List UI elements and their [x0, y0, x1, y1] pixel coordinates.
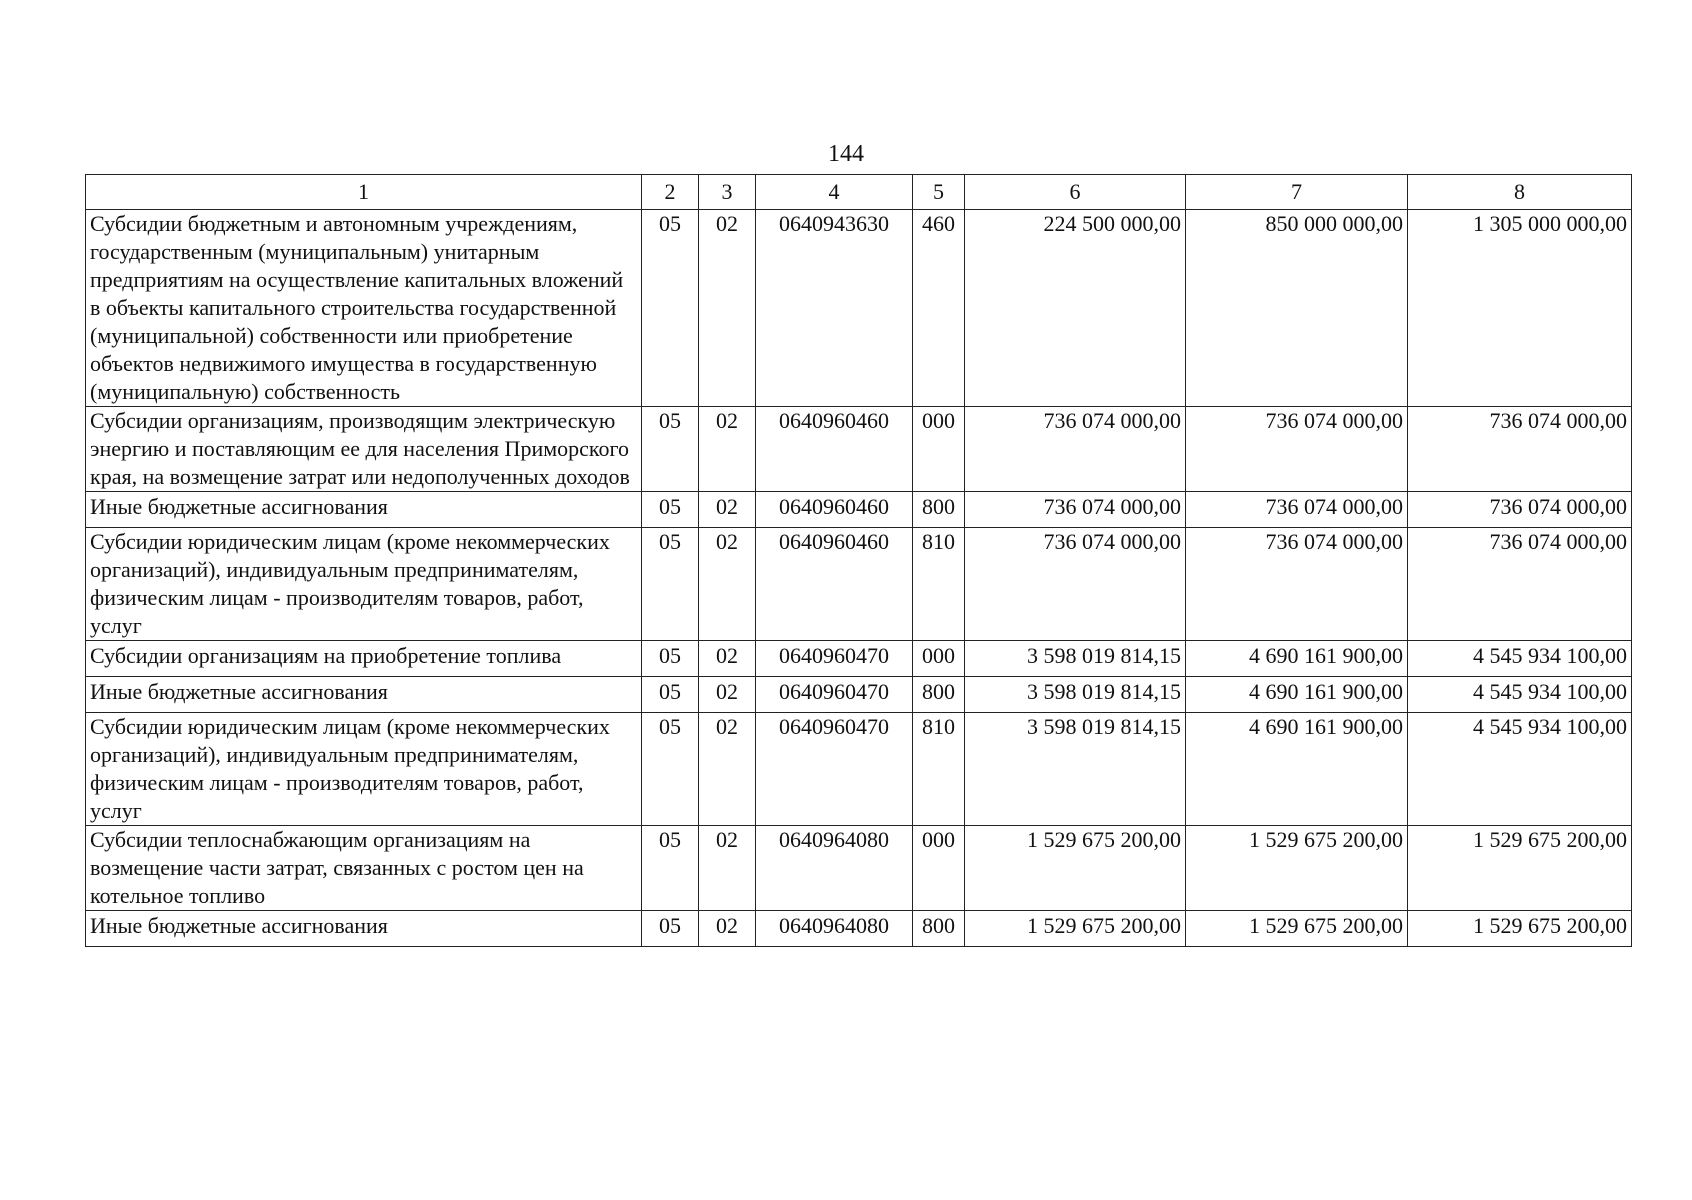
amount-col6: 736 074 000,00: [965, 407, 1186, 492]
amount-col6: 224 500 000,00: [965, 210, 1186, 407]
budget-table: [85, 174, 1632, 947]
amount-col7: 1 529 675 200,00: [1186, 826, 1408, 911]
subsection-code: 02: [699, 826, 756, 911]
header-row: [86, 175, 1632, 210]
table-row: [86, 911, 1632, 947]
target-article-code: 0640960470: [756, 713, 913, 826]
amount-col8: 4 545 934 100,00: [1408, 677, 1632, 713]
subsection-code: 02: [699, 528, 756, 641]
subsection-code: 02: [699, 407, 756, 492]
expense-type-code: 810: [913, 528, 965, 641]
target-article-code: 0640960460: [756, 528, 913, 641]
section-code: 05: [642, 911, 699, 947]
amount-col6: 1 529 675 200,00: [965, 911, 1186, 947]
table-row: [86, 210, 1632, 407]
expense-type-code: 800: [913, 911, 965, 947]
subsection-code: 02: [699, 641, 756, 677]
amount-col7: 736 074 000,00: [1186, 528, 1408, 641]
column-header-4: 4: [756, 175, 913, 210]
column-header-1: 1: [86, 175, 642, 210]
amount-col8: 736 074 000,00: [1408, 407, 1632, 492]
amount-col6: 736 074 000,00: [965, 528, 1186, 641]
expense-type-code: 810: [913, 713, 965, 826]
column-header-2: 2: [642, 175, 699, 210]
target-article-code: 0640964080: [756, 826, 913, 911]
table-row: [86, 826, 1632, 911]
column-header-3: 3: [699, 175, 756, 210]
section-code: 05: [642, 677, 699, 713]
amount-col6: 3 598 019 814,15: [965, 641, 1186, 677]
column-header-7: 7: [1186, 175, 1408, 210]
amount-col8: 1 529 675 200,00: [1408, 826, 1632, 911]
subsection-code: 02: [699, 210, 756, 407]
amount-col8: 736 074 000,00: [1408, 492, 1632, 528]
amount-col7: 1 529 675 200,00: [1186, 911, 1408, 947]
subsection-code: 02: [699, 713, 756, 826]
amount-col7: 736 074 000,00: [1186, 407, 1408, 492]
amount-col7: 736 074 000,00: [1186, 492, 1408, 528]
section-code: 05: [642, 713, 699, 826]
expense-type-code: 000: [913, 826, 965, 911]
expense-type-code: 000: [913, 407, 965, 492]
column-header-6: 6: [965, 175, 1186, 210]
section-code: 05: [642, 407, 699, 492]
amount-col6: 1 529 675 200,00: [965, 826, 1186, 911]
row-description: Субсидии юридическим лицам (кроме некоммерческих организаций), индивидуальным предпринимателям, физическим лицам - производителям товаров, работ, услуг: [86, 528, 642, 641]
amount-col8: 1 305 000 000,00: [1408, 210, 1632, 407]
expense-type-code: 800: [913, 677, 965, 713]
row-description: Субсидии организациям, производящим электрическую энергию и поставляющим ее для населения Приморского края, на возмещение затрат или недополученных доходов: [86, 407, 642, 492]
amount-col6: 736 074 000,00: [965, 492, 1186, 528]
amount-col7: 4 690 161 900,00: [1186, 677, 1408, 713]
amount-col7: 4 690 161 900,00: [1186, 713, 1408, 826]
page-number: 144: [828, 141, 864, 167]
target-article-code: 0640960470: [756, 641, 913, 677]
target-article-code: 0640960470: [756, 677, 913, 713]
subsection-code: 02: [699, 911, 756, 947]
section-code: 05: [642, 492, 699, 528]
subsection-code: 02: [699, 492, 756, 528]
amount-col8: 736 074 000,00: [1408, 528, 1632, 641]
section-code: 05: [642, 528, 699, 641]
target-article-code: 0640964080: [756, 911, 913, 947]
table-row: [86, 641, 1632, 677]
table-row: [86, 407, 1632, 492]
amount-col8: 4 545 934 100,00: [1408, 713, 1632, 826]
amount-col6: 3 598 019 814,15: [965, 677, 1186, 713]
target-article-code: 0640960460: [756, 492, 913, 528]
expense-type-code: 460: [913, 210, 965, 407]
row-description: Субсидии юридическим лицам (кроме некоммерческих организаций), индивидуальным предпринимателям, физическим лицам - производителям товаров, работ, услуг: [86, 713, 642, 826]
row-description: Субсидии теплоснабжающим организациям на возмещение части затрат, связанных с ростом цен на котельное топливо: [86, 826, 642, 911]
expense-type-code: 000: [913, 641, 965, 677]
section-code: 05: [642, 210, 699, 407]
row-description: Субсидии бюджетным и автономным учреждениям, государственным (муниципальным) унитарным предприятиям на осуществление капитальных вложений в объекты капитального строительства государственной (муниципальной) собственности или приобретение объектов недвижимого имущества в государственную (муниципальную) собственность: [86, 210, 642, 407]
table-row: [86, 677, 1632, 713]
section-code: 05: [642, 641, 699, 677]
target-article-code: 0640960460: [756, 407, 913, 492]
table-row: [86, 528, 1632, 641]
row-description: Субсидии организациям на приобретение топлива: [86, 641, 642, 677]
row-description: Иные бюджетные ассигнования: [86, 492, 642, 528]
amount-col6: 3 598 019 814,15: [965, 713, 1186, 826]
column-header-8: 8: [1408, 175, 1632, 210]
column-header-5: 5: [913, 175, 965, 210]
table-row: [86, 492, 1632, 528]
amount-col7: 4 690 161 900,00: [1186, 641, 1408, 677]
target-article-code: 0640943630: [756, 210, 913, 407]
amount-col8: 4 545 934 100,00: [1408, 641, 1632, 677]
amount-col8: 1 529 675 200,00: [1408, 911, 1632, 947]
row-description: Иные бюджетные ассигнования: [86, 911, 642, 947]
section-code: 05: [642, 826, 699, 911]
amount-col7: 850 000 000,00: [1186, 210, 1408, 407]
expense-type-code: 800: [913, 492, 965, 528]
row-description: Иные бюджетные ассигнования: [86, 677, 642, 713]
subsection-code: 02: [699, 677, 756, 713]
table-row: [86, 713, 1632, 826]
